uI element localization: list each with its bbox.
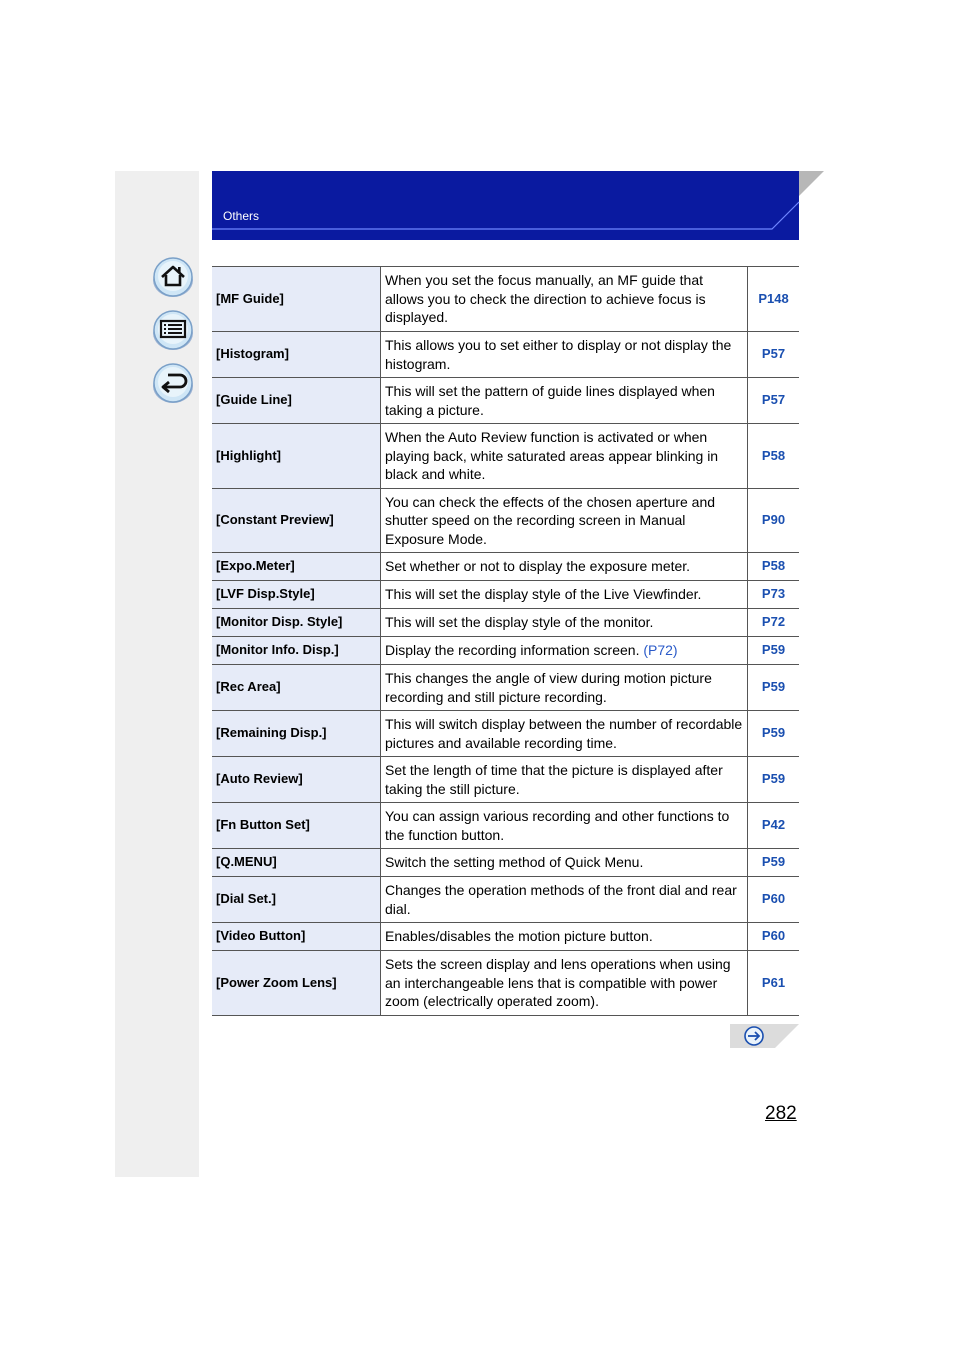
setting-description — [381, 877, 748, 923]
page-reference-link[interactable]: P59 — [748, 849, 800, 877]
table-row — [212, 803, 799, 849]
back-icon — [152, 362, 194, 404]
page-reference-link[interactable]: P57 — [748, 378, 800, 424]
setting-description-text: Set the length of time that the picture is displayed after taking the still picture. — [385, 762, 723, 797]
setting-description — [381, 378, 748, 424]
setting-name: [Histogram] — [212, 332, 381, 378]
setting-name: [Expo.Meter] — [212, 553, 381, 581]
table-row — [212, 711, 799, 757]
table-row — [212, 332, 799, 378]
setting-name: [Remaining Disp.] — [212, 711, 381, 757]
page-reference-link[interactable]: P90 — [748, 489, 800, 553]
setting-description — [381, 711, 748, 757]
setting-description-text: Sets the screen display and lens operations when using an interchangeable lens that is compatible with power zoom (electrically operated zoom). — [385, 956, 731, 1010]
setting-name: [Monitor Info. Disp.] — [212, 637, 381, 665]
table-row — [212, 923, 799, 951]
table-row — [212, 637, 799, 665]
setting-description — [381, 424, 748, 489]
page-reference-link[interactable]: P61 — [748, 951, 800, 1016]
setting-name: [Q.MENU] — [212, 849, 381, 877]
setting-description — [381, 665, 748, 711]
page-reference-link[interactable]: P59 — [748, 711, 800, 757]
table-row — [212, 665, 799, 711]
page-reference-link[interactable]: P58 — [748, 553, 800, 581]
setting-description-text: You can check the effects of the chosen aperture and shutter speed on the recording screen in Manual Exposure Mode. — [385, 493, 716, 547]
setting-description — [381, 267, 748, 332]
page-number: 282 — [765, 1103, 797, 1124]
setting-description — [381, 849, 748, 877]
table-row — [212, 951, 799, 1016]
page-reference-link[interactable]: P42 — [748, 803, 800, 849]
page-reference-link[interactable]: P59 — [748, 757, 800, 803]
setting-name: [Guide Line] — [212, 378, 381, 424]
setting-description-text: When the Auto Review function is activated or when playing back, white saturated areas appear blinking in black and white. — [385, 429, 719, 483]
setting-description — [381, 553, 748, 581]
table-row — [212, 581, 799, 609]
setting-description-text: This will switch display between the number of recordable pictures and available recording time. — [385, 716, 743, 751]
next-page-button[interactable] — [730, 1024, 799, 1048]
setting-description-text: This changes the angle of view during motion picture recording and still picture recording. — [385, 670, 712, 705]
setting-description-text: This will set the pattern of guide lines displayed when taking a picture. — [385, 383, 715, 418]
page-reference-link[interactable]: P60 — [748, 877, 800, 923]
setting-name: [Fn Button Set] — [212, 803, 381, 849]
table-row — [212, 489, 799, 553]
setting-description-text: Enables/disables the motion picture button. — [385, 928, 653, 945]
setting-name: [Monitor Disp. Style] — [212, 609, 381, 637]
setting-name: [Rec Area] — [212, 665, 381, 711]
setting-description-text: When you set the focus manually, an MF guide that allows you to check the direction to achieve focus is displayed. — [385, 272, 706, 326]
setting-name: [Dial Set.] — [212, 877, 381, 923]
setting-description-text: Display the recording information screen. — [385, 642, 640, 659]
setting-description-text: Set whether or not to display the exposure meter. — [385, 558, 691, 575]
page-reference-link[interactable]: P58 — [748, 424, 800, 489]
settings-table — [212, 266, 799, 1016]
table-row — [212, 424, 799, 489]
page-reference-link[interactable]: P72 — [748, 609, 800, 637]
setting-description-text: This will set the display style of the monitor. — [385, 614, 654, 631]
setting-name: [Highlight] — [212, 424, 381, 489]
page-reference-link[interactable]: P60 — [748, 923, 800, 951]
home-icon — [152, 256, 194, 298]
contents-list-button[interactable] — [152, 309, 194, 351]
setting-description — [381, 609, 748, 637]
setting-description — [381, 803, 748, 849]
table-row — [212, 609, 799, 637]
page-reference-link[interactable]: P148 — [748, 267, 800, 332]
setting-description-text: This will set the display style of the Live Viewfinder. — [385, 586, 702, 603]
table-row — [212, 378, 799, 424]
page-reference-link[interactable]: P59 — [748, 637, 800, 665]
section-title: Others — [223, 209, 260, 223]
setting-name: [Power Zoom Lens] — [212, 951, 381, 1016]
table-row — [212, 757, 799, 803]
setting-description — [381, 757, 748, 803]
page-reference-link[interactable]: P59 — [748, 665, 800, 711]
setting-name: [LVF Disp.Style] — [212, 581, 381, 609]
next-page-arrow-icon — [730, 1024, 799, 1048]
setting-name: [Video Button] — [212, 923, 381, 951]
page-reference-link[interactable]: P57 — [748, 332, 800, 378]
page-reference-link[interactable]: P73 — [748, 581, 800, 609]
table-row — [212, 877, 799, 923]
table-row — [212, 849, 799, 877]
back-button[interactable] — [152, 362, 194, 404]
home-button[interactable] — [152, 256, 194, 298]
setting-description — [381, 951, 748, 1016]
section-header — [212, 171, 799, 240]
setting-description-text: This allows you to set either to display or not display the histogram. — [385, 337, 732, 372]
setting-description — [381, 923, 748, 951]
setting-name: [Auto Review] — [212, 757, 381, 803]
setting-description — [381, 332, 748, 378]
header-banner — [212, 171, 825, 240]
table-row — [212, 267, 799, 332]
setting-description-text: Switch the setting method of Quick Menu. — [385, 854, 644, 871]
setting-name: [MF Guide] — [212, 267, 381, 332]
setting-name: [Constant Preview] — [212, 489, 381, 553]
setting-description — [381, 637, 748, 665]
page-reference-link[interactable]: (P72) — [643, 642, 678, 659]
setting-description — [381, 489, 748, 553]
table-row — [212, 553, 799, 581]
contents-list-icon — [152, 309, 194, 351]
setting-description-text: Changes the operation methods of the front dial and rear dial. — [385, 882, 737, 917]
setting-description — [381, 581, 748, 609]
setting-description-text: You can assign various recording and other functions to the function button. — [385, 808, 730, 843]
